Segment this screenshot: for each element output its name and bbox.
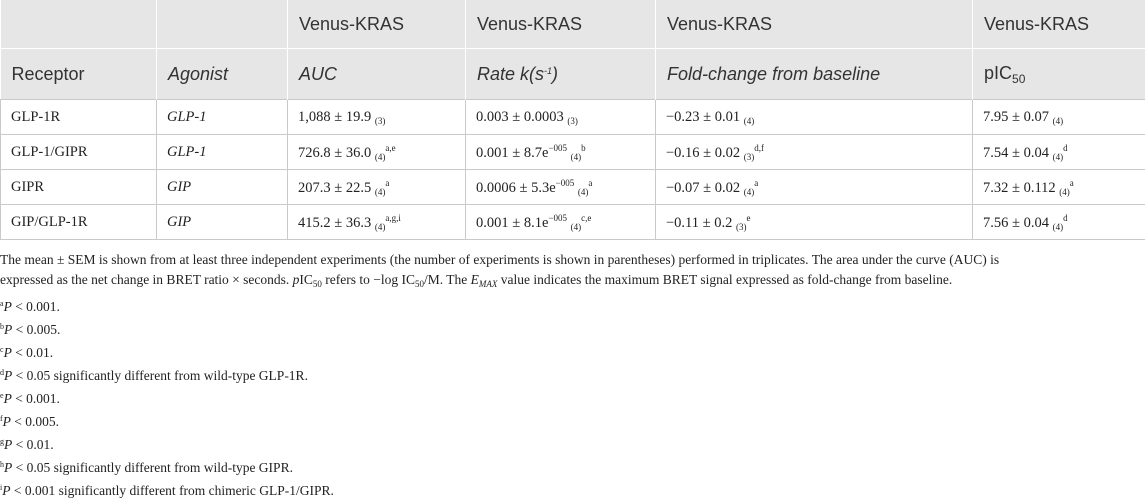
cell-fold-n: (4) [744, 187, 755, 197]
header-rate-end: ) [552, 64, 558, 84]
table-row [1, 205, 1145, 240]
header-rate-text: Rate k(s [477, 64, 544, 84]
footnote [0, 340, 1145, 363]
header-pic-text: pIC [984, 63, 1012, 83]
cell-fold [656, 100, 973, 135]
cell-agonist: GIP [157, 170, 288, 205]
header-pic [973, 49, 1145, 100]
cell-auc [288, 135, 466, 170]
header-group-auc: Venus-KRAS [288, 0, 466, 49]
cell-fold [656, 170, 973, 205]
cell-receptor: GLP-1R [1, 100, 157, 135]
notes-l2e: refers to −log IC [322, 272, 415, 287]
footnote-mark: a [0, 299, 4, 308]
cell-pic-n: (4) [1053, 152, 1064, 162]
notes-l2g: /M. The [424, 272, 471, 287]
header-auc: AUC [288, 49, 466, 100]
cell-rate-exponent: −005 [548, 143, 567, 153]
cell-auc [288, 100, 466, 135]
cell-auc-value: 726.8 ± 36.0 [298, 145, 371, 161]
cell-fold-n: (4) [744, 116, 755, 126]
cell-pic [973, 170, 1145, 205]
cell-pic [973, 100, 1145, 135]
footnote [0, 386, 1145, 409]
header-rate-sup: -1 [544, 66, 552, 76]
footnote-list [0, 294, 1145, 501]
footnote-mark: i [0, 483, 2, 492]
footnote-p: P [4, 391, 12, 406]
cell-pic-n: (4) [1053, 116, 1064, 126]
footnote-mark: h [0, 460, 4, 469]
cell-receptor: GIP/GLP-1R [1, 205, 157, 240]
footnote-text: < 0.05 significantly different from wild-type GIPR. [12, 460, 293, 475]
notes-l2h: E [471, 272, 479, 287]
cell-rate-n: (3) [567, 116, 578, 126]
cell-auc-value: 1,088 ± 19.9 [298, 109, 371, 125]
footnote-p: P [4, 460, 12, 475]
cell-auc-significance: a,g,i [385, 213, 401, 223]
footnote-text: < 0.005. [11, 414, 59, 429]
cell-rate-exponent: −005 [548, 213, 567, 223]
notes-l2j: value indicates the maximum BRET signal expressed as fold-change from baseline. [497, 272, 952, 287]
footnote [0, 409, 1145, 432]
footnote-text: < 0.005. [12, 322, 60, 337]
header-group-rate: Venus-KRAS [466, 0, 656, 49]
cell-rate-significance: c,e [581, 213, 591, 223]
cell-fold-value: −0.23 ± 0.01 [666, 109, 740, 125]
cell-fold-value: −0.11 ± 0.2 [666, 215, 732, 231]
cell-agonist: GIP [157, 205, 288, 240]
cell-rate [466, 100, 656, 135]
cell-pic-value: 7.56 ± 0.04 [983, 215, 1049, 231]
cell-agonist: GLP-1 [157, 100, 288, 135]
table-notes [0, 250, 1145, 501]
cell-pic-significance: d [1063, 213, 1068, 223]
footnote-p: P [4, 322, 12, 337]
footnote [0, 317, 1145, 340]
footnote [0, 294, 1145, 317]
footnote-text: < 0.01. [12, 437, 53, 452]
footnote-text: < 0.001. [12, 299, 60, 314]
notes-l2i: MAX [479, 279, 498, 289]
footnote-text: < 0.001 significantly different from chimeric GLP-1/GIPR. [10, 483, 333, 498]
cell-pic-value: 7.95 ± 0.07 [983, 109, 1049, 125]
cell-fold-value: −0.16 ± 0.02 [666, 145, 740, 161]
cell-pic-n: (4) [1053, 222, 1064, 232]
cell-fold-value: −0.07 ± 0.02 [666, 180, 740, 196]
notes-l2a: expressed as the net change in BRET ratio × seconds. [0, 272, 293, 287]
cell-pic-value: 7.54 ± 0.04 [983, 145, 1049, 161]
cell-auc-value: 207.3 ± 22.5 [298, 180, 371, 196]
footnote [0, 363, 1145, 386]
footnote-text: < 0.001. [12, 391, 60, 406]
table-row [1, 135, 1145, 170]
cell-rate-n: (4) [571, 152, 582, 162]
footnote [0, 455, 1145, 478]
footnote-mark: b [0, 322, 4, 331]
footnote-text: < 0.01. [12, 345, 53, 360]
footnote-p: P [2, 483, 10, 498]
cell-rate-value: 0.001 ± 8.7e [476, 145, 548, 161]
notes-l2b: p [293, 272, 300, 287]
cell-fold [656, 135, 973, 170]
cell-fold-significance: d,f [754, 143, 764, 153]
header-rate [466, 49, 656, 100]
cell-pic-significance: d [1063, 143, 1068, 153]
notes-l2c: IC [299, 272, 313, 287]
footnote-mark: f [0, 414, 3, 423]
cell-auc [288, 205, 466, 240]
notes-line-1: The mean ± SEM is shown from at least three independent experiments (the number of experiments is shown in parentheses) performed in triplicates. The area under the curve (AUC) is [0, 250, 1145, 270]
cell-pic [973, 135, 1145, 170]
header-row-columns [1, 49, 1145, 100]
footnote-p: P [3, 414, 11, 429]
footnote [0, 478, 1145, 501]
notes-l2f: 50 [415, 279, 424, 289]
cell-auc-significance: a,e [385, 143, 395, 153]
header-row-group [1, 0, 1145, 49]
table-row [1, 100, 1145, 135]
cell-auc-n: (4) [375, 152, 386, 162]
cell-rate-value: 0.0006 ± 5.3e [476, 180, 556, 196]
cell-rate [466, 170, 656, 205]
footnote-text: < 0.05 significantly different from wild-type GLP-1R. [12, 368, 308, 383]
cell-receptor: GIPR [1, 170, 157, 205]
cell-rate [466, 135, 656, 170]
header-fold: Fold-change from baseline [656, 49, 973, 100]
header-empty-1 [1, 0, 157, 49]
cell-pic [973, 205, 1145, 240]
notes-l2d: 50 [313, 279, 322, 289]
cell-auc-significance: a [385, 178, 389, 188]
footnote-mark: g [0, 437, 4, 446]
footnote-mark: e [0, 391, 4, 400]
header-group-fold: Venus-KRAS [656, 0, 973, 49]
header-agonist: Agonist [157, 49, 288, 100]
notes-line-2 [0, 270, 1145, 294]
footnote-p: P [4, 345, 12, 360]
cell-rate-significance: b [581, 143, 586, 153]
cell-fold-n: (3) [744, 152, 755, 162]
cell-pic-significance: a [1070, 178, 1074, 188]
cell-fold-significance: e [746, 213, 750, 223]
cell-fold [656, 205, 973, 240]
cell-rate-exponent: −005 [556, 178, 575, 188]
footnote [0, 432, 1145, 455]
cell-rate-value: 0.003 ± 0.0003 [476, 109, 564, 125]
cell-rate-n: (4) [571, 222, 582, 232]
header-pic-sub: 50 [1012, 72, 1025, 86]
cell-auc [288, 170, 466, 205]
footnote-p: P [4, 368, 12, 383]
cell-fold-n: (3) [736, 222, 747, 232]
cell-auc-n: (4) [375, 222, 386, 232]
cell-auc-n: (3) [375, 116, 386, 126]
cell-fold-significance: a [754, 178, 758, 188]
cell-rate-significance: a [588, 178, 592, 188]
cell-auc-n: (4) [375, 187, 386, 197]
table-row [1, 170, 1145, 205]
footnote-mark: d [0, 368, 4, 377]
cell-rate [466, 205, 656, 240]
cell-rate-value: 0.001 ± 8.1e [476, 215, 548, 231]
footnote-p: P [4, 437, 12, 452]
cell-pic-n: (4) [1059, 187, 1070, 197]
cell-receptor: GLP-1/GIPR [1, 135, 157, 170]
cell-agonist: GLP-1 [157, 135, 288, 170]
cell-auc-value: 415.2 ± 36.3 [298, 215, 371, 231]
header-receptor: Receptor [1, 49, 157, 100]
header-group-pic: Venus-KRAS [973, 0, 1145, 49]
footnote-mark: c [0, 345, 4, 354]
results-table [0, 0, 1145, 240]
cell-pic-value: 7.32 ± 0.112 [983, 180, 1056, 196]
footnote-p: P [4, 299, 12, 314]
cell-rate-n: (4) [578, 187, 589, 197]
header-empty-2 [157, 0, 288, 49]
